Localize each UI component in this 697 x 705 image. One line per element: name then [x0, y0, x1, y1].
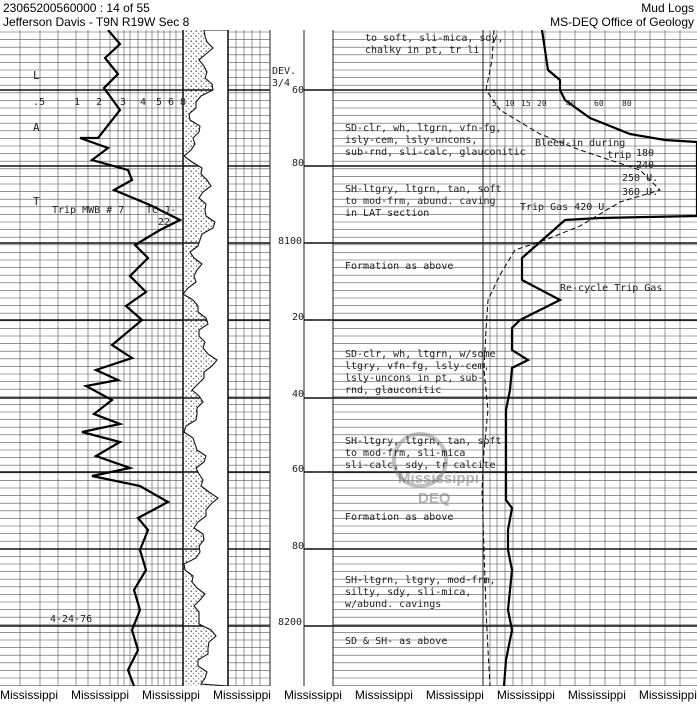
footer-label: Mississippi [141, 688, 200, 702]
gas-note: Re-cycle Trip Gas [560, 283, 663, 294]
marker-l: L [33, 69, 40, 82]
gas-note: Trip Gas 420 U. [520, 202, 611, 213]
well-location: Jefferson Davis - T9N R19W Sec 8 [3, 15, 190, 29]
log-type: Mud Logs [641, 1, 694, 15]
depth-label: 20 [292, 312, 305, 323]
rate-scale-label: 2 [96, 97, 103, 108]
depth-label: 80 [292, 158, 305, 169]
description: SH-ltgry, ltgrn, tan, soft to mod-frm, sli-mica sli-calc, sdy, tr calcite [345, 436, 502, 471]
rate-scale-label: 4 [140, 97, 147, 108]
gas-scale-label: 10 [505, 99, 515, 108]
gas-scale-label: 80 [622, 99, 632, 108]
depth-label: 8100 [278, 236, 303, 247]
description: SH-ltgrn, ltgry, mod-frm, silty, sdy, sli-mica, w/abund. cavings [345, 575, 496, 610]
gas-note: 360 U. [622, 187, 659, 198]
description: SD & SH- as above [345, 636, 448, 647]
footer-label: Mississippi [425, 688, 484, 702]
gas-scale-label: 60 [594, 99, 604, 108]
marker-a: A [33, 121, 40, 134]
watermark-line2: DEQ [418, 490, 451, 507]
footer-watermark-row [0, 688, 697, 705]
description: SD-clr, wh, ltgrn, vfn-fg, isly-cem, lsly-uncons, sub-rnd, sli-calc, glauconitic [345, 123, 526, 158]
depth-label: 80 [292, 541, 305, 552]
gas-note: Bleed-in during trip [535, 138, 632, 161]
depth-label: 60 [292, 85, 305, 96]
gas-note: 240 [636, 160, 655, 171]
depth-label: 40 [292, 389, 305, 400]
gas-note: 250 U. [622, 173, 659, 184]
total-gas-curve [504, 30, 697, 686]
deviation-note: DEV. 3/4 [272, 66, 297, 89]
description: to soft, sli-mica, sdy, chalky in pt, tr li [365, 33, 504, 56]
agency-name: MS-DEQ Office of Geology [550, 15, 694, 29]
gas-scale-label: 20 [537, 99, 547, 108]
footer-label: Mississippi [638, 688, 697, 702]
footer-label: Mississippi [212, 688, 271, 702]
watermark-line1: Mississippi [398, 470, 479, 487]
gas-scale-label: 5 [492, 99, 497, 108]
trip-note: Trip MWB # 7 [52, 205, 125, 216]
description: SH-ltgry, ltgrn, tan, soft to mod-frm, abund. caving in LAT section [345, 184, 502, 219]
depth-label: 8200 [278, 617, 303, 628]
footer-label: Mississippi [567, 688, 626, 702]
gas-note: 180 [636, 148, 655, 159]
marker-t: T [33, 195, 40, 208]
rate-scale-label: 1 [74, 97, 81, 108]
footer-label: Mississippi [354, 688, 413, 702]
tc-note: TC J- 22 [146, 205, 177, 228]
rate-scale-label: .5 [33, 97, 46, 108]
footer-label: Mississippi [283, 688, 342, 702]
rate-scale-label: 5 [156, 97, 163, 108]
description: SD-clr, wh, ltgrn, w/some ltgry, vfn-fg, lsly-cem, lsly-uncons in pt, sub- rnd, glauconitic [345, 349, 496, 396]
description: Formation as above [345, 261, 454, 272]
footer-label: Mississippi [70, 688, 129, 702]
log-date: 4-24-76 [50, 614, 93, 625]
gas-scale-label: 15 [521, 99, 531, 108]
footer-label: Mississippi [0, 688, 59, 702]
document-id: 23065200560000 : 14 of 55 [3, 1, 150, 15]
description: Formation as above [345, 512, 454, 523]
footer-label: Mississippi [496, 688, 555, 702]
rate-scale-label: 3 [120, 97, 127, 108]
gas-scale-label: 40 [566, 99, 576, 108]
rate-scale-label: 6 8 [168, 97, 187, 108]
depth-label: 60 [292, 464, 305, 475]
